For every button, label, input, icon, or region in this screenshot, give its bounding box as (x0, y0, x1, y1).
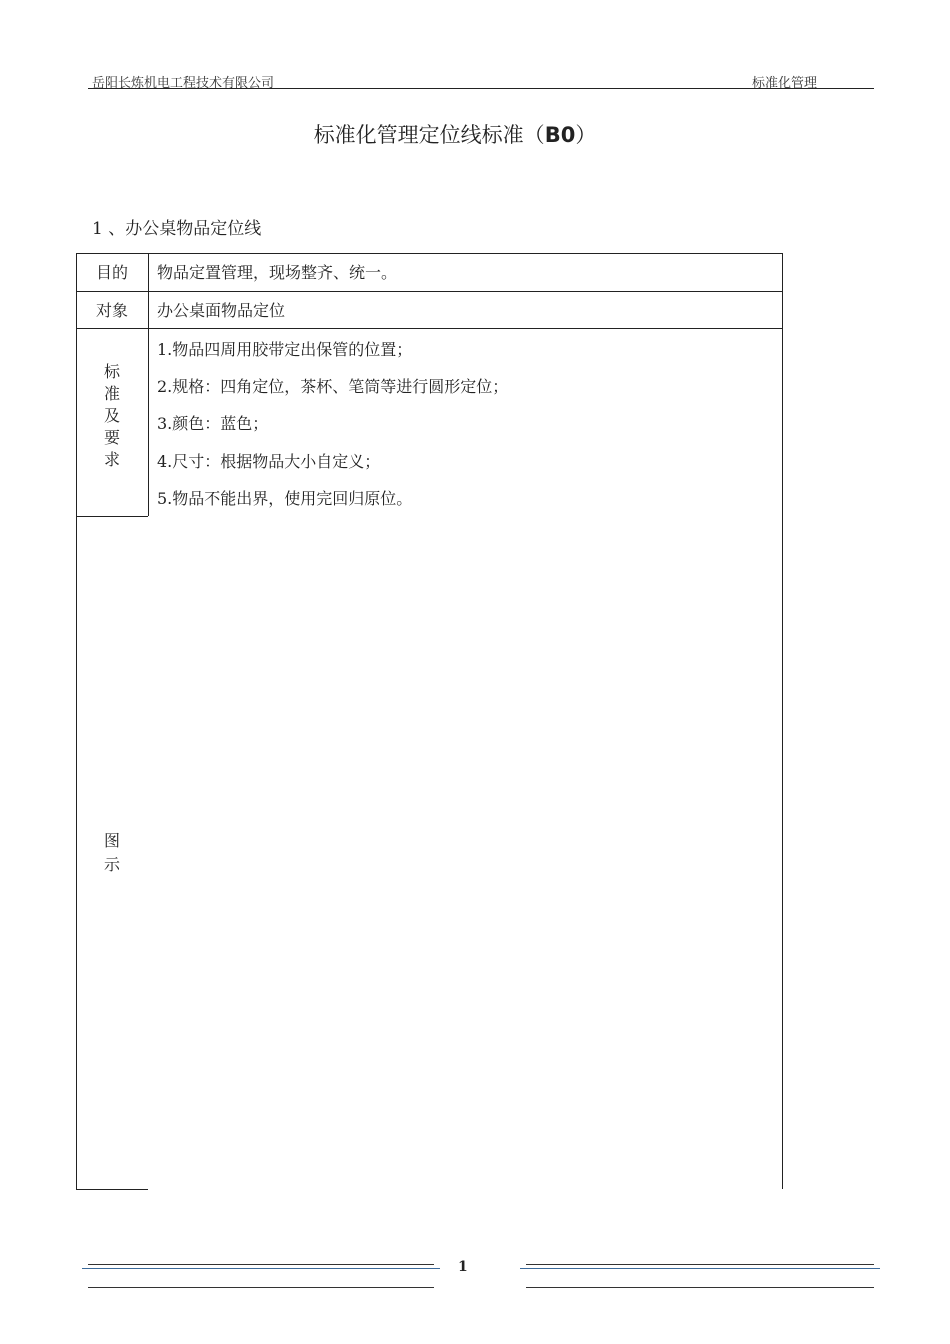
header-company: 岳阳长炼机电工程技术有限公司 (92, 76, 275, 91)
table-rule-top (76, 253, 782, 254)
footer-rule-left-blue (82, 1268, 440, 1269)
requirement-item: 1.物品四周用胶带定出保管的位置； (157, 340, 413, 359)
header-rule (88, 88, 874, 89)
footer-rule-right-top (526, 1264, 874, 1265)
footer-rule-left-top (88, 1264, 434, 1265)
title-code: B0 (544, 123, 576, 147)
section-heading: 1 、办公桌物品定位线 (92, 219, 262, 239)
requirements-label-char: 及 (103, 406, 120, 425)
figure-label (76, 829, 148, 877)
purpose-label: 目的 (95, 263, 128, 282)
object-value: 办公桌面物品定位 (157, 301, 286, 320)
table-rule-1 (76, 291, 782, 292)
table-rule-bottom (76, 1189, 148, 1190)
page-number: 1 (458, 1259, 468, 1275)
purpose-value: 物品定置管理，现场整齐、统一。 (157, 263, 398, 282)
table-rule-3 (76, 516, 148, 517)
footer-rule-left-bottom (88, 1287, 434, 1288)
requirement-item: 5.物品不能出界，使用完回归原位。 (157, 489, 413, 508)
figure-area (149, 329, 781, 1189)
footer-rule-right-bottom (526, 1287, 874, 1288)
requirements-label (76, 361, 148, 471)
title-main: 标准化管理定位线标准（ (313, 123, 545, 147)
requirement-item: 2.规格：四角定位，茶杯、笔筒等进行圆形定位； (157, 377, 509, 396)
requirement-item: 4.尺寸：根据物品大小自定义； (157, 452, 381, 471)
footer-rule-right-blue (520, 1268, 880, 1269)
requirements-label-char: 求 (103, 450, 120, 469)
title-end: ） (575, 123, 597, 147)
figure-label-char: 图 (103, 831, 120, 850)
requirements-label-char: 准 (103, 384, 120, 403)
requirements-label-char: 要 (103, 428, 120, 447)
object-label: 对象 (95, 301, 128, 320)
requirements-label-char: 标 (103, 362, 120, 381)
requirement-item: 3.颜色：蓝色； (157, 414, 269, 433)
figure-label-char: 示 (103, 855, 120, 874)
table-border-right (782, 253, 783, 1189)
page-title (0, 119, 910, 149)
header-section: 标准化管理 (752, 76, 818, 91)
